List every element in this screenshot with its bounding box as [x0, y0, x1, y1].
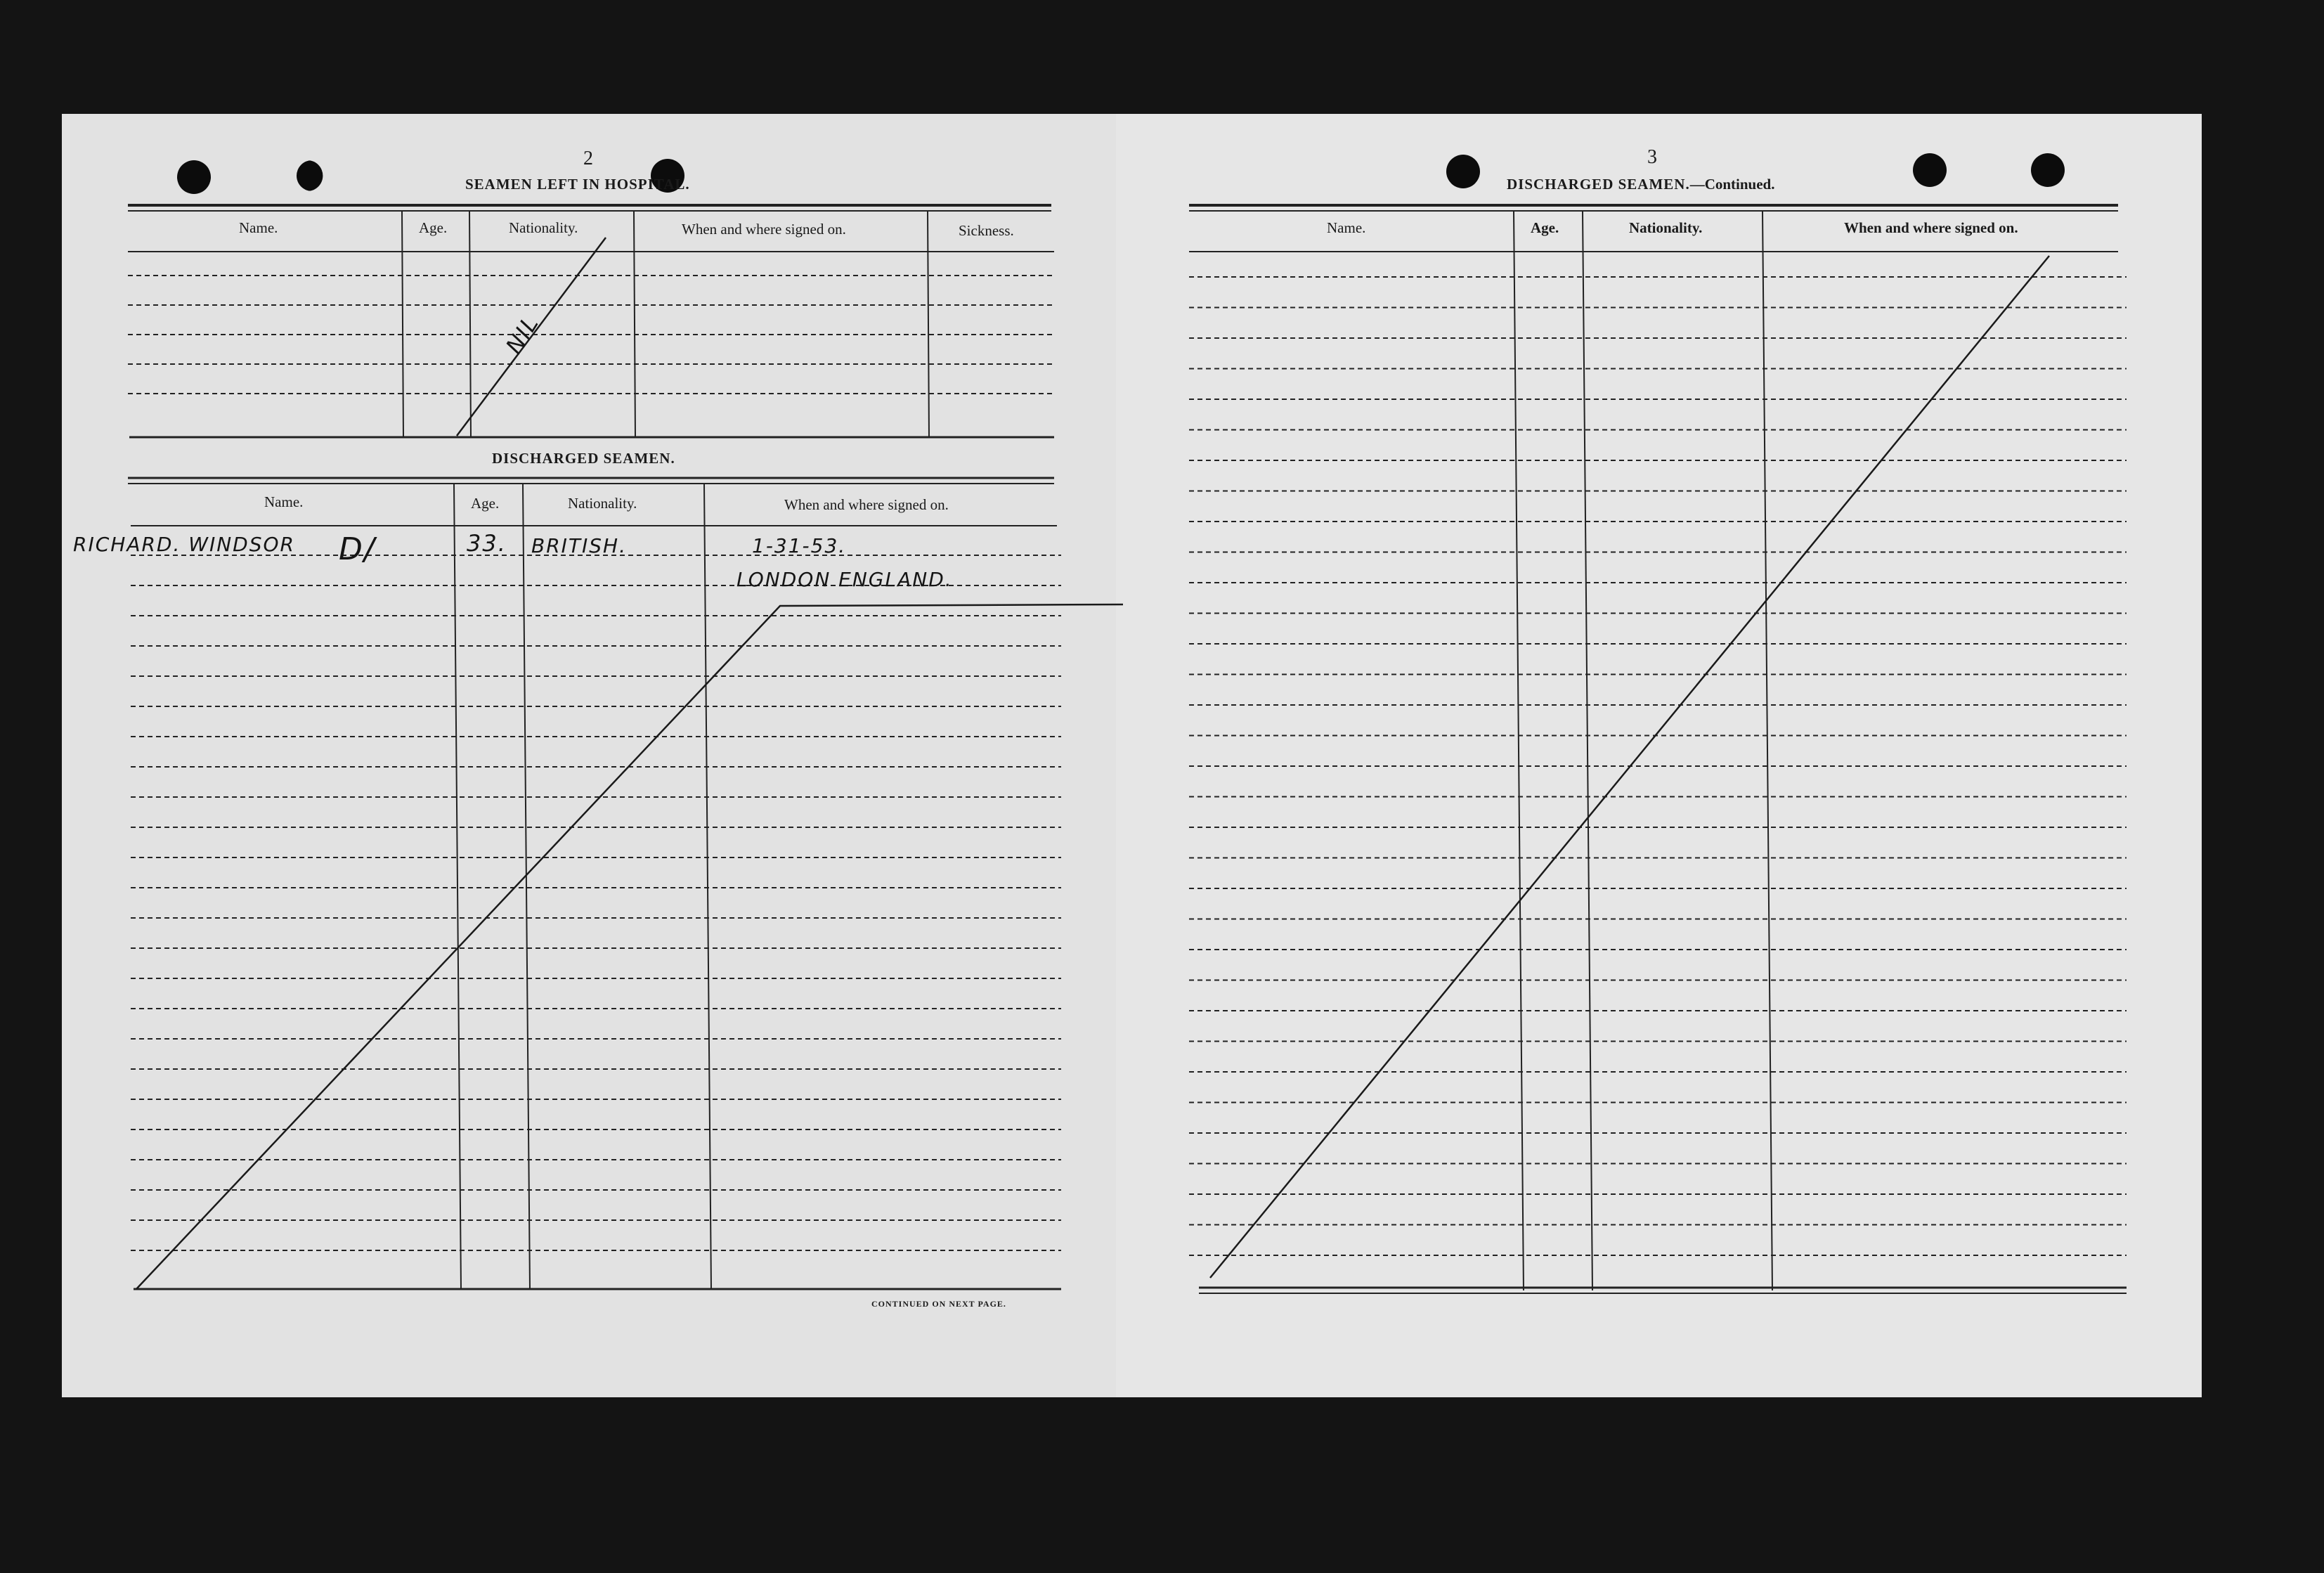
seaman-signed-on-place: LONDON ENGLAND. — [736, 568, 953, 591]
right-section-title-suffix: —Continued. — [1689, 176, 1775, 193]
hospital-column-divider — [634, 211, 635, 437]
right-col-age: Age. — [1531, 219, 1559, 236]
seaman-nationality: BRITISH. — [531, 534, 628, 557]
discharged-col-nationality: Nationality. — [568, 495, 637, 512]
discharged-column-divider — [454, 484, 461, 1289]
right-column-divider — [1583, 211, 1592, 1290]
discharged-column-divider — [523, 484, 530, 1289]
seaman-name: RICHARD. WINDSOR — [73, 533, 296, 556]
discharged-diagonal-line — [136, 604, 1123, 1289]
right-column-divider — [1763, 211, 1772, 1290]
hospital-column-divider — [469, 211, 471, 437]
right-col-nationality: Nationality. — [1629, 219, 1703, 236]
hospital-col-age: Age. — [419, 219, 448, 236]
right-column-divider — [1514, 211, 1524, 1290]
right-col-signed-on: When and where signed on. — [1844, 219, 2018, 236]
discharged-col-age: Age. — [471, 495, 500, 512]
discharged-col-signed-on: When and where signed on. — [784, 496, 949, 513]
seaman-mark: D/ — [339, 531, 376, 567]
page-number-right: 3 — [1647, 146, 1657, 168]
hospital-column-divider — [402, 211, 403, 437]
hospital-col-name: Name. — [239, 219, 278, 236]
discharged-col-name: Name. — [264, 493, 304, 510]
hospital-col-signed-on: When and where signed on. — [682, 221, 846, 238]
seaman-age: 33. — [467, 530, 507, 557]
hospital-nil-entry: NIL — [500, 310, 545, 359]
discharged-section-title: DISCHARGED SEAMEN. — [492, 450, 675, 467]
page-number-left: 2 — [583, 148, 593, 169]
continued-footer: CONTINUED ON NEXT PAGE. — [871, 1299, 1006, 1309]
hospital-section-title: SEAMEN LEFT IN HOSPITAL. — [465, 176, 690, 193]
hospital-col-sickness: Sickness. — [959, 222, 1014, 239]
right-section-title — [1507, 176, 1774, 193]
right-section-title-main: DISCHARGED SEAMEN. — [1507, 176, 1690, 193]
right-col-name: Name. — [1327, 219, 1366, 236]
seaman-signed-on-date: 1-31-53. — [752, 534, 847, 557]
discharged-column-divider — [704, 484, 711, 1289]
hospital-column-divider — [928, 211, 929, 437]
hospital-col-nationality: Nationality. — [509, 219, 578, 236]
